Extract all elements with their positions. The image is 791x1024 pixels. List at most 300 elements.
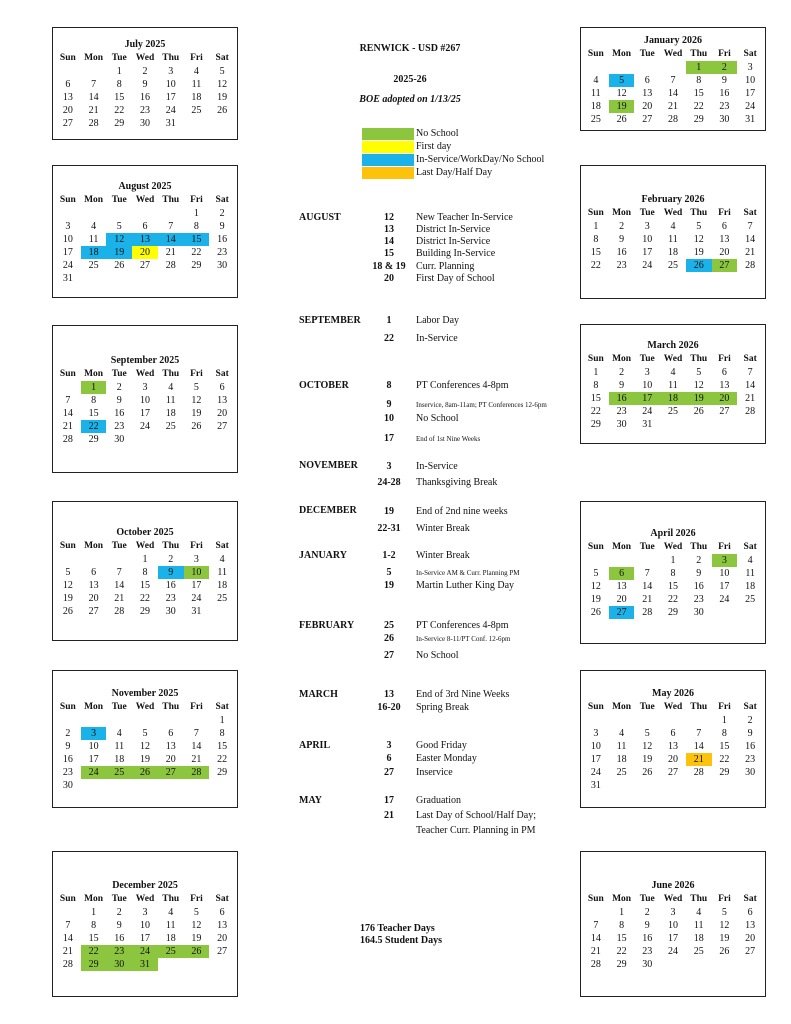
day-cell: 4 [219,554,225,565]
month-calendar [52,851,238,997]
event-description: District In-Service [416,224,491,235]
day-cell: 9 [158,566,184,579]
day-cell: 6 [609,567,635,580]
weekday-header [583,48,763,61]
day-cell: 4 [593,75,599,86]
day-cell: 17 [719,581,730,592]
month-calendar [580,324,766,444]
week-row [55,420,235,433]
day-cell: 3 [644,367,650,378]
day-cell: 17 [139,408,150,419]
weekday-label: Thu [690,542,708,552]
day-cell: 14 [590,933,601,944]
day-cell [686,418,712,431]
event-month-label: MARCH [299,689,338,700]
day-cell: 28 [88,118,99,129]
day-cell: 17 [590,754,601,765]
day-totals [360,923,442,947]
day-cell: 15 [590,393,601,404]
day-cell [634,554,660,567]
week-row [583,932,763,945]
day-cell: 10 [62,234,73,245]
day-cell [184,117,210,130]
day-cell: 28 [745,406,756,417]
event-date: 19 [384,580,394,591]
week-row [55,727,235,740]
day-cell: 17 [667,933,678,944]
day-cell: 3 [168,66,174,77]
week-row [55,394,235,407]
day-cell: 26 [686,259,712,272]
legend-swatch-yellow [362,141,414,153]
day-cell: 3 [193,554,199,565]
day-cell: 29 [191,260,202,271]
weekday-label: Sat [215,195,229,205]
day-cell: 5 [721,907,727,918]
weekday-label: Mon [612,702,632,712]
week-row [55,753,235,766]
day-cell [132,779,158,792]
day-cell: 8 [193,221,199,232]
day-cell: 11 [591,88,601,99]
week-row [583,906,763,919]
week-row [55,932,235,945]
header-district: RENWICK - USD #267 [359,43,461,54]
week-row [55,259,235,272]
weekday-header [55,893,235,906]
day-cell: 11 [191,79,202,90]
event-description: District In-Service [416,236,491,247]
day-cell [158,714,184,727]
day-cell: 4 [670,221,676,232]
day-cell: 8 [593,234,599,245]
weekday-label: Fri [718,702,731,712]
day-cell: 31 [132,958,158,971]
month-title: November 2025 [111,688,179,699]
day-cell: 21 [667,101,678,112]
weekday-label: Tue [639,49,655,59]
day-cell [209,779,235,792]
day-cell: 28 [114,606,125,617]
week-row [55,740,235,753]
day-cell: 19 [693,247,704,258]
day-cell: 21 [590,946,601,957]
day-cell: 18 [165,408,176,419]
weekday-label: Fri [718,49,731,59]
weekday-header [583,541,763,554]
week-row [583,259,763,272]
day-cell [209,117,235,130]
day-cell: 17 [165,92,176,103]
event-date: 10 [384,413,394,424]
week-row [55,592,235,605]
month-title: April 2026 [650,528,696,539]
weekday-label: Thu [690,208,708,218]
event-description: No School [416,650,459,661]
week-row [55,945,235,958]
day-cell: 24 [642,260,653,271]
day-cell: 21 [191,754,202,765]
day-cell: 12 [139,741,150,752]
event-description: Labor Day [416,315,460,326]
weekday-label: Sun [59,369,76,379]
day-cell: 6 [670,728,676,739]
event-month-label: OCTOBER [299,380,349,391]
day-cell: 9 [65,741,71,752]
day-cell: 11 [165,920,176,931]
month-calendar [52,670,238,808]
day-cell: 20 [719,247,730,258]
day-cell: 16 [719,88,730,99]
day-cell [55,381,81,394]
day-cell: 6 [142,221,148,232]
day-cell: 25 [667,260,678,271]
day-cell [634,61,660,74]
event-description: Winter Break [416,550,470,561]
day-cell: 1 [593,367,599,378]
day-cell: 29 [88,434,99,445]
day-cell: 21 [745,393,756,404]
weekday-label: Fri [190,195,203,205]
day-cell [609,779,635,792]
header-year: 2025-26 [393,74,427,85]
day-cell: 27 [217,946,228,957]
day-cell: 27 [667,767,678,778]
day-cell: 12 [642,741,653,752]
day-cell: 23 [642,946,653,957]
day-cell: 7 [747,367,753,378]
day-cell [609,554,635,567]
weekday-label: Thu [690,354,708,364]
day-cell: 4 [747,555,753,566]
day-cell [737,418,763,431]
day-cell: 13 [642,88,653,99]
month-title: December 2025 [112,880,178,891]
week-row [583,392,763,405]
weekday-label: Fri [190,53,203,63]
weekday-label: Mon [612,354,632,364]
month-calendar [52,27,238,140]
day-cell: 12 [719,920,730,931]
day-cell [660,61,686,74]
day-cell: 22 [693,101,704,112]
day-cell: 2 [142,66,148,77]
week-row [55,207,235,220]
day-cell [737,779,763,792]
day-cell [737,606,763,619]
event-date: 20 [384,273,394,284]
day-cell: 8 [142,567,148,578]
day-cell [712,958,738,971]
event-description: Winter Break [416,523,470,534]
day-cell: 28 [62,434,73,445]
day-cell: 16 [616,247,627,258]
day-cell: 18 [660,392,686,405]
day-cell: 30 [139,118,150,129]
day-cell: 5 [644,728,650,739]
event-description: No School [416,413,459,424]
day-cell: 24 [81,766,107,779]
weekday-label: Tue [111,702,127,712]
week-row [583,246,763,259]
day-cell: 15 [667,581,678,592]
day-cell: 23 [139,105,150,116]
weekday-label: Wed [135,894,155,904]
legend-label: First day [416,141,452,152]
day-cell: 2 [168,554,174,565]
weekday-label: Mon [84,894,104,904]
weekday-label: Tue [111,53,127,63]
event-date: 15 [384,248,394,259]
week-row [583,113,763,126]
day-cell: 25 [106,766,132,779]
day-cell: 11 [668,234,678,245]
weekday-label: Fri [718,208,731,218]
weekday-label: Sat [743,208,757,218]
weekday-label: Wed [663,208,683,218]
day-cell: 25 [616,767,627,778]
week-row [55,553,235,566]
day-cell: 17 [62,247,73,258]
weekday-label: Fri [718,354,731,364]
day-cell: 10 [88,741,99,752]
day-cell: 6 [91,567,97,578]
day-cell [660,418,686,431]
day-cell: 7 [670,75,676,86]
day-cell: 4 [619,728,625,739]
weekday-label: Sun [587,702,604,712]
month-calendar [52,165,238,298]
weekday-label: Thu [690,702,708,712]
day-cell: 5 [193,907,199,918]
day-cell: 11 [668,380,678,391]
day-cell: 25 [693,946,704,957]
day-cell: 18 [81,246,107,259]
day-cell: 15 [139,580,150,591]
student-days: 164.5 Student Days [360,935,442,946]
event-description: In-Service [416,333,458,344]
day-cell: 27 [745,946,756,957]
weekday-label: Wed [663,542,683,552]
day-cell: 10 [590,741,601,752]
weekday-label: Wed [663,354,683,364]
week-row [55,381,235,394]
day-cell: 9 [619,234,625,245]
event-date: 14 [384,236,394,247]
day-cell: 14 [158,233,184,246]
day-cell [686,958,712,971]
day-cell: 1 [81,381,107,394]
event-description: End of 1st Nine Weeks [416,435,481,443]
day-cell: 21 [686,753,712,766]
event-description: New Teacher In-Service [416,212,513,223]
day-cell: 8 [91,920,97,931]
weekday-header [583,353,763,366]
day-cell: 15 [693,88,704,99]
weekday-label: Mon [612,49,632,59]
day-cell [158,958,184,971]
day-cell: 18 [745,581,756,592]
day-cell: 13 [745,920,756,931]
day-cell: 26 [132,766,158,779]
day-cell: 13 [719,380,730,391]
event-description: Martin Luther King Day [416,580,515,591]
day-cell: 9 [696,568,702,579]
weekday-label: Tue [639,702,655,712]
day-cell: 23 [165,593,176,604]
day-cell: 3 [142,382,148,393]
day-cell: 18 [667,247,678,258]
event-date: 18 & 19 [372,261,406,272]
day-cell: 19 [590,594,601,605]
day-cell: 9 [219,221,225,232]
legend-swatch-orange [362,167,414,179]
weekday-label: Fri [718,542,731,552]
week-row [583,919,763,932]
event-description: Inservice, 8am-11am; PT Conferences 12-6pm [416,401,547,409]
weekday-label: Thu [690,894,708,904]
day-cell: 16 [165,580,176,591]
day-cell: 15 [114,92,125,103]
event-description: Good Friday [416,740,467,751]
weekday-label: Sun [587,354,604,364]
day-cell: 17 [634,392,660,405]
day-cell [583,714,609,727]
day-cell [106,714,132,727]
day-cell: 4 [696,907,702,918]
legend-label: Last Day/Half Day [416,167,493,178]
weekday-label: Sat [215,369,229,379]
day-cell: 26 [693,406,704,417]
day-cell: 4 [670,367,676,378]
event-description: End of 3rd Nine Weeks [416,689,510,700]
day-cell: 23 [114,421,125,432]
weekday-label: Sun [587,894,604,904]
day-cell: 30 [642,959,653,970]
weekday-label: Sat [743,702,757,712]
week-row [55,78,235,91]
legend-item-first-day [362,140,544,153]
day-cell: 14 [745,234,756,245]
week-row [55,766,235,779]
day-cell: 14 [88,92,99,103]
day-cell: 22 [191,247,202,258]
event-date: 22-31 [377,523,401,534]
day-cell: 8 [696,75,702,86]
day-cell: 1 [219,715,225,726]
day-cell: 26 [719,946,730,957]
day-cell: 12 [616,88,627,99]
day-cell: 24 [191,593,202,604]
day-cell: 9 [721,75,727,86]
day-cell [660,779,686,792]
day-cell [184,714,210,727]
day-cell: 23 [62,767,73,778]
weekday-label: Sun [59,53,76,63]
day-cell: 1 [619,907,625,918]
day-cell: 12 [217,79,228,90]
week-row [583,366,763,379]
day-cell [158,272,184,285]
day-cell: 18 [165,933,176,944]
day-cell: 3 [81,727,107,740]
weekday-label: Wed [663,894,683,904]
event-description: Easter Monday [416,753,477,764]
weekday-label: Sat [743,894,757,904]
weekday-label: Wed [135,541,155,551]
day-cell: 29 [693,114,704,125]
day-cell: 21 [88,105,99,116]
day-cell: 5 [593,568,599,579]
day-cell [184,272,210,285]
day-cell: 12 [693,234,704,245]
day-cell: 28 [62,959,73,970]
day-cell: 16 [642,933,653,944]
legend-swatch-green [362,128,414,140]
weekday-header [583,701,763,714]
day-cell: 30 [62,780,73,791]
header-adopted: BOE adopted on 1/13/25 [359,94,461,105]
day-cell: 2 [219,208,225,219]
day-cell: 29 [616,959,627,970]
weekday-label: Mon [84,53,104,63]
day-cell: 2 [65,728,71,739]
day-cell: 3 [65,221,71,232]
day-cell: 20 [745,933,756,944]
weekday-label: Mon [84,541,104,551]
day-cell: 15 [616,933,627,944]
weekday-label: Wed [663,702,683,712]
day-cell: 21 [642,594,653,605]
event-description: Spring Break [416,702,470,713]
day-cell: 7 [644,568,650,579]
month-calendar [580,670,766,808]
event-date: 17 [384,795,394,806]
day-cell: 26 [114,260,125,271]
day-cell: 28 [745,260,756,271]
day-cell [209,272,235,285]
day-cell: 9 [116,395,122,406]
day-cell: 9 [619,380,625,391]
day-cell: 16 [609,392,635,405]
day-cell: 28 [693,767,704,778]
event-date: 25 [384,620,394,631]
day-cell: 18 [693,933,704,944]
day-cell: 28 [667,114,678,125]
day-cell: 8 [721,728,727,739]
week-row [55,246,235,259]
day-cell: 25 [590,114,601,125]
day-cell: 16 [139,92,150,103]
day-cell: 28 [590,959,601,970]
week-row [55,605,235,618]
day-cell: 26 [184,945,210,958]
week-row [55,220,235,233]
day-cell: 2 [619,221,625,232]
week-row [583,606,763,619]
day-cell [132,433,158,446]
day-cell: 10 [139,920,150,931]
event-date: 5 [386,567,392,578]
day-cell: 29 [81,958,107,971]
day-cell: 6 [747,907,753,918]
day-cell: 26 [191,421,202,432]
weekday-header [55,540,235,553]
day-cell: 1 [670,555,676,566]
day-cell: 16 [62,754,73,765]
day-cell: 22 [667,594,678,605]
event-description: PT Conferences 4-8pm [416,620,509,631]
